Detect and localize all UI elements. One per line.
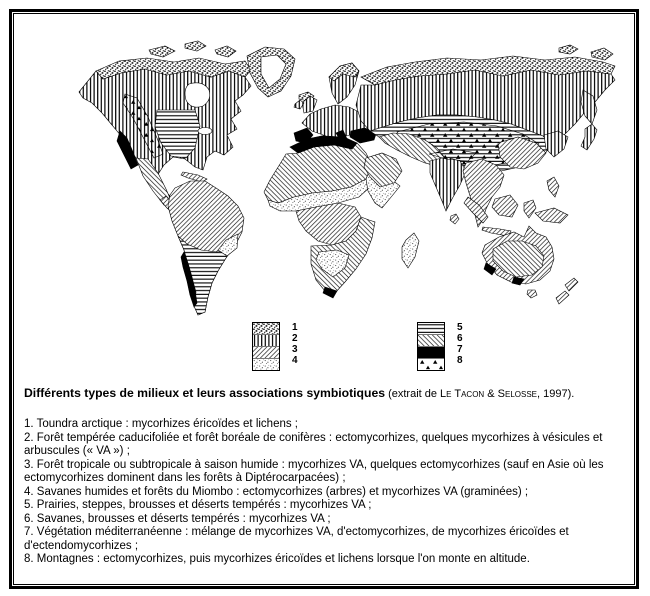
legend-swatch-1-dark-speckle-icon bbox=[253, 323, 279, 335]
zone-new-guinea-tropical bbox=[535, 208, 568, 223]
caption-title: Différents types de milieux et leurs associations symbiotiques bbox=[24, 386, 386, 400]
biome-item-7: 7. Végétation méditerranéenne : mélange de mycorhizes VA, d'ectomycorhizes, de mycorhizes éricoïdes et d'ectendomycorhizes ; bbox=[24, 526, 569, 552]
hudson-bay bbox=[185, 83, 210, 107]
legend-number-5: 5 bbox=[457, 322, 463, 333]
region-greenland bbox=[247, 47, 314, 101]
region-australia-oceania bbox=[482, 226, 578, 304]
zone-na-arctic-island bbox=[215, 46, 236, 57]
zone-new-zealand-north bbox=[565, 278, 578, 291]
zone-na-arctic-island bbox=[149, 46, 175, 57]
legend-group-1-4 bbox=[252, 322, 298, 371]
biome-item-6: 6. Savanes, brousses et déserts tempérés : mycorhizes VA ; bbox=[24, 512, 331, 525]
zone-borneo-tropical bbox=[492, 195, 518, 217]
zone-na-arctic-island bbox=[185, 41, 206, 51]
zone-tasmania bbox=[527, 290, 537, 298]
zone-sulawesi-tropical bbox=[524, 200, 536, 218]
world-map bbox=[14, 14, 633, 336]
region-asia bbox=[356, 45, 615, 236]
legend-swatch-box-left bbox=[252, 322, 280, 371]
legend-number-3: 3 bbox=[292, 344, 298, 355]
legend-number-2: 2 bbox=[292, 333, 298, 344]
figure-inner-frame bbox=[13, 13, 635, 585]
legend-swatch-box-right bbox=[417, 322, 445, 371]
biome-item-5: 5. Prairies, steppes, brousses et déserts tempérés : mycorhizes VA ; bbox=[24, 499, 372, 511]
legend-number-4: 4 bbox=[292, 355, 298, 366]
zone-sri-lanka bbox=[450, 214, 459, 224]
caption-source-suffix: , 1997). bbox=[537, 388, 575, 400]
legend-swatch-5-horizontal-lines-icon bbox=[418, 323, 444, 335]
zone-madagascar bbox=[402, 233, 419, 268]
legend-number-7: 7 bbox=[457, 344, 463, 355]
legend-number-1: 1 bbox=[292, 322, 298, 333]
legend-swatch-6-diagonal-hatch-icon bbox=[418, 335, 444, 347]
zone-cuba-tropical bbox=[181, 172, 207, 182]
caption-source-prefix: (extrait de bbox=[385, 388, 441, 400]
region-north-america bbox=[79, 41, 251, 216]
zone-korea-temperate bbox=[544, 131, 568, 157]
region-south-america bbox=[168, 181, 244, 315]
legend-swatch-4-light-stipple-icon bbox=[253, 359, 279, 370]
legend-swatch-3-diagonal-lines-icon bbox=[253, 347, 279, 359]
legend-number-8: 8 bbox=[457, 355, 463, 366]
great-lakes bbox=[198, 128, 212, 135]
biome-item-2: 2. Forêt tempérée caducifoliée et forêt boréale de conifères : ectomycorhizes, quelques mycorhizes à vésicules et arbuscules (« VA ») ; bbox=[24, 431, 603, 457]
biome-item-1: 1. Toundra arctique : mycorhizes éricoïdes et lichens ; bbox=[24, 418, 299, 430]
biome-item-4: 4. Savanes humides et forêts du Miombo : ectomycorhizes (arbres) et mycorhizes VA (graminées) ; bbox=[24, 485, 529, 498]
zone-philippines-tropical bbox=[547, 177, 559, 197]
figure-frame bbox=[9, 9, 639, 589]
zone-new-zealand-south bbox=[556, 291, 569, 304]
zone-arctic-island bbox=[559, 45, 578, 54]
legend-group-5-8 bbox=[417, 322, 463, 371]
caption-authors: Le Tacon & Selosse bbox=[440, 388, 537, 400]
zone-ireland bbox=[294, 100, 304, 109]
zone-japan bbox=[581, 124, 597, 150]
zone-arctic-island bbox=[591, 48, 613, 60]
biome-item-8: 8. Montagnes : ectomycorhizes, puis mycorhizes éricoïdes et lichens lorsque l'on monte en altitude. bbox=[24, 553, 530, 565]
legend-number-6: 6 bbox=[457, 333, 463, 344]
legend-swatch-2-vertical-lines-icon bbox=[253, 335, 279, 347]
legend-swatch-7-solid-black-icon bbox=[418, 347, 444, 359]
figure-caption bbox=[24, 386, 630, 401]
zone-india bbox=[430, 157, 466, 211]
biome-item-3: 3. Forêt tropicale ou subtropicale à saison humide : mycorhizes VA, quelques ectomycorhizes (sauf en Asie où les ectomycorhizes dominent dans les forêts à Diptérocarpacées) ; bbox=[24, 458, 604, 484]
legend-swatch-8-mountain-triangles-icon bbox=[418, 359, 444, 370]
biome-list bbox=[24, 418, 632, 567]
